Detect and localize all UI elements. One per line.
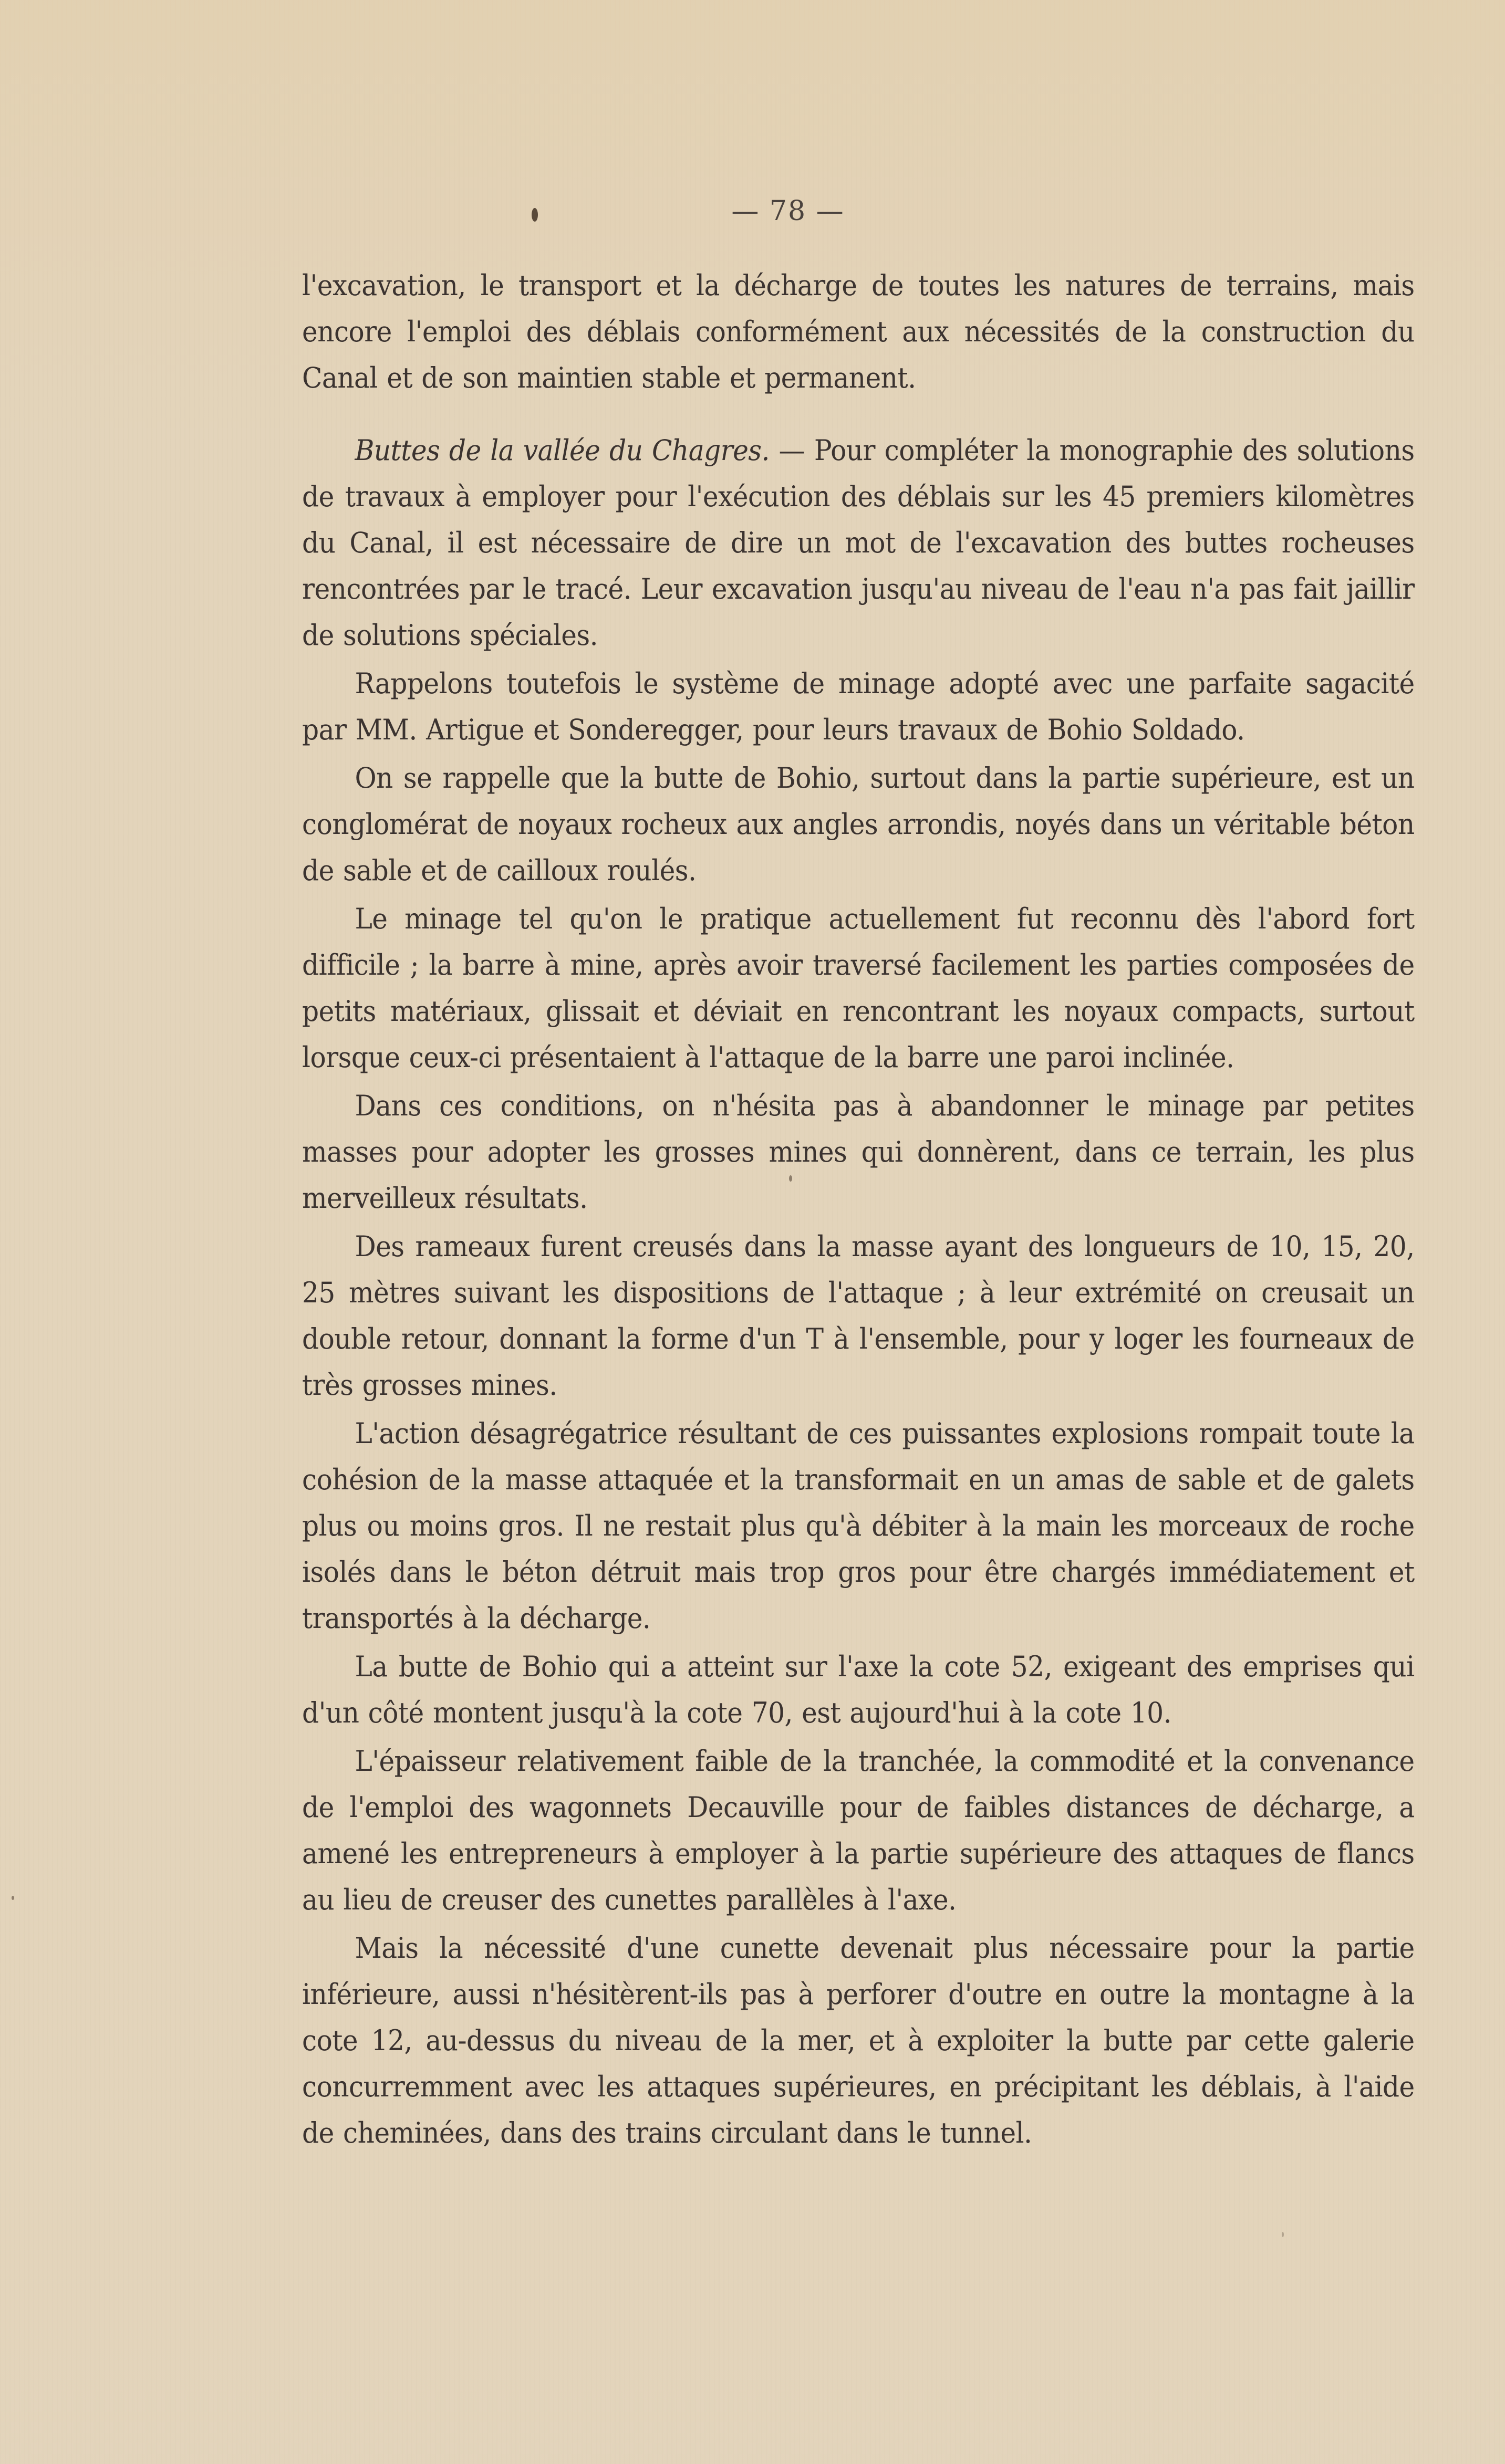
- paragraph-text: Rappelons toutefois le système de minage adopté avec une parfaite sagacité par MM. Artigue et Sonderegger, pour leurs travaux de Bohio Soldado.: [302, 667, 1415, 746]
- paragraph-text: Le minage tel qu'on le pratique actuellement fut reconnu dès l'abord fort difficile ; la barre à mine, après avoir traversé facilement les parties composées de petits matériaux, glissait et déviait en rencontrant les noyaux compacts, surtout lorsque ceux-ci présentaient à l'attaque de la barre une paroi inclinée.: [302, 902, 1415, 1074]
- stray-ink-mark: [789, 1175, 792, 1182]
- paragraph-section-start: [302, 427, 1415, 659]
- paragraph: [302, 1738, 1415, 1923]
- paragraph-text: Mais la nécessité d'une cunette devenait plus nécessaire pour la partie inférieure, aussi n'hésitèrent-ils pas à perforer d'outre en outre la montagne à la cote 12, au-dessus du niveau de la mer, et à exploiter la butte par cette galerie concurremment avec les attaques supérieures, en précipitant les déblais, à l'aide de cheminées, dans des trains circulant dans le tunnel.: [302, 1931, 1415, 2149]
- paragraph-continuation: [302, 263, 1415, 401]
- paragraph-text: L'épaisseur relativement faible de la tranchée, la commodité et la convenance de l'emploi des wagonnets Decauville pour de faibles distances de décharge, a amené les entrepreneurs à employer à la partie supérieure des attaques de flancs au lieu de creuser des cunettes parallèles à l'axe.: [302, 1745, 1415, 1916]
- paragraph: [302, 1224, 1415, 1408]
- paragraph-text: l'excavation, le transport et la décharge de toutes les natures de terrains, mais encore l'emploi des déblais conformément aux nécessités de la construction du Canal et de son maintien stable et permanent.: [302, 269, 1415, 394]
- paragraph-text: L'action désagrégatrice résultant de ces puissantes explosions rompait toute la cohésion de la masse attaquée et la transformait en un amas de sable et de galets plus ou moins gros. Il ne restait plus qu'à débiter à la main les morceaux de roche isolés dans le béton détruit mais trop gros pour être chargés immédiatement et transportés à la décharge.: [302, 1417, 1415, 1635]
- paragraph: [302, 1644, 1415, 1736]
- paragraph: [302, 896, 1415, 1081]
- paragraph-text: Des rameaux furent creusés dans la masse ayant des longueurs de 10, 15, 20, 25 mètres suivant les dispositions de l'attaque ; à leur extrémité on creusait un double retour, donnant la forme d'un T à l'ensemble, pour y loger les fourneaux de très grosses mines.: [302, 1230, 1415, 1402]
- paragraph: [302, 1411, 1415, 1642]
- ink-blot-mark: [532, 208, 538, 222]
- paragraph: [302, 661, 1415, 753]
- paragraph-text: On se rappelle que la butte de Bohio, surtout dans la partie supérieure, est un conglomérat de noyaux rocheux aux angles arrondis, noyés dans un véritable béton de sable et de cailloux roulés.: [302, 761, 1415, 887]
- paragraph-text: La butte de Bohio qui a atteint sur l'axe la cote 52, exigeant des emprises qui d'un côté montent jusqu'à la cote 70, est aujourd'hui à la cote 10.: [302, 1650, 1415, 1729]
- paragraph-text: Dans ces conditions, on n'hésita pas à abandonner le minage par petites masses pour adopter les grosses mines qui donnèrent, dans ce terrain, les plus merveilleux résultats.: [302, 1089, 1415, 1215]
- paragraph: [302, 1925, 1415, 2156]
- page-number: — 78 —: [731, 195, 845, 227]
- paragraph: [302, 1083, 1415, 1221]
- stray-ink-mark: [1282, 2232, 1284, 2237]
- body-text: [302, 263, 1415, 2156]
- section-title: Buttes de la vallée du Chagres.: [355, 434, 770, 467]
- paragraph: [302, 755, 1415, 894]
- page-header: [0, 195, 1505, 243]
- paragraph-text: — Pour compléter la monographie des solutions de travaux à employer pour l'exécution des déblais sur les 45 premiers kilomètres du Canal, il est nécessaire de dire un mot de l'excavation des buttes rocheuses rencontrées par le tracé. Leur excavation jusqu'au niveau de l'eau n'a pas fait jaillir de solutions spéciales.: [302, 434, 1415, 652]
- stray-ink-mark: [12, 1896, 14, 1900]
